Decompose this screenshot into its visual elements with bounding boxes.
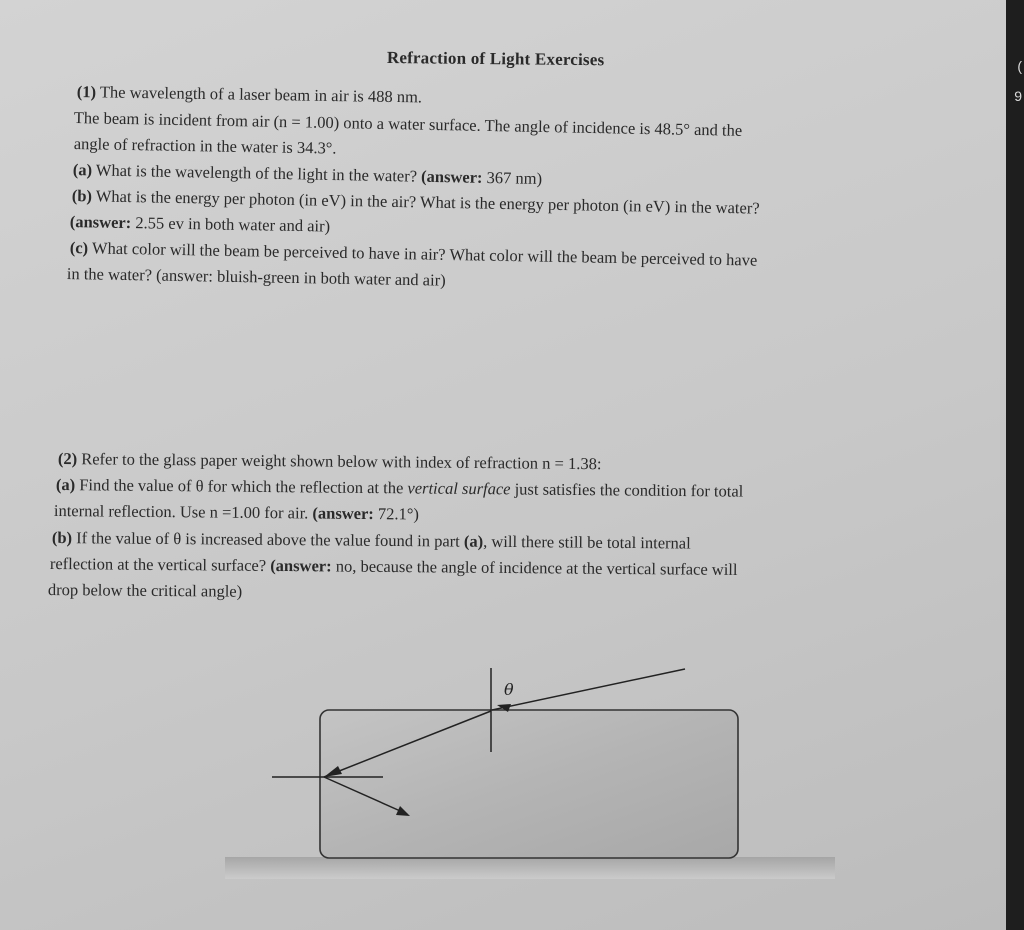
p1-line-2: The beam is incident from air (n = 1.00) onto a water surface. The angle of incidence is 48.5° and the: [73, 108, 743, 140]
theta-label: θ: [504, 680, 514, 699]
table-surface: [225, 857, 835, 879]
p2-line-5: reflection at the vertical surface? (answer: no, because the angle of incidence at the vertical surface will: [49, 554, 738, 579]
p1-line-5: (b) What is the energy per photon (in eV) in the air? What is the energy per photon (in eV) in the water?: [71, 186, 760, 218]
edge-char-2: 9: [1014, 88, 1022, 104]
p1-line-7: (c) What color will the beam be perceived to have in air? What color will the beam be perceived to have: [69, 238, 758, 270]
glass-paperweight-diagram: [220, 660, 860, 900]
page-title: Refraction of Light Exercises: [386, 48, 605, 70]
p1-line-8: in the water? (answer: bluish-green in both water and air): [66, 264, 446, 290]
p2-line-2: (a) Find the value of θ for which the reflection at the vertical surface just satisfies the condition for total: [55, 475, 744, 501]
p2-line-3: internal reflection. Use n =1.00 for air. (answer: 72.1°): [53, 501, 420, 524]
edge-char-1: (: [1017, 58, 1022, 74]
p2-line-6: drop below the critical angle): [47, 580, 243, 601]
p2-line-4: (b) If the value of θ is increased above the value found in part (a), will there still be total internal: [51, 528, 691, 553]
glass-block: [320, 710, 738, 858]
p1-line-3: angle of refraction in the water is 34.3°.: [73, 134, 337, 158]
p1-line-6: (answer: 2.55 ev in both water and air): [69, 212, 331, 236]
p1-line-1: (1) The wavelength of a laser beam in air is 488 nm.: [76, 82, 423, 107]
incident-ray: [492, 669, 685, 710]
p2-line-1: (2) Refer to the glass paper weight shown below with index of refraction n = 1.38:: [57, 449, 602, 474]
adjacent-page-edge: [1006, 0, 1024, 930]
p1-line-4: (a) What is the wavelength of the light in the water? (answer: 367 nm): [72, 160, 543, 189]
